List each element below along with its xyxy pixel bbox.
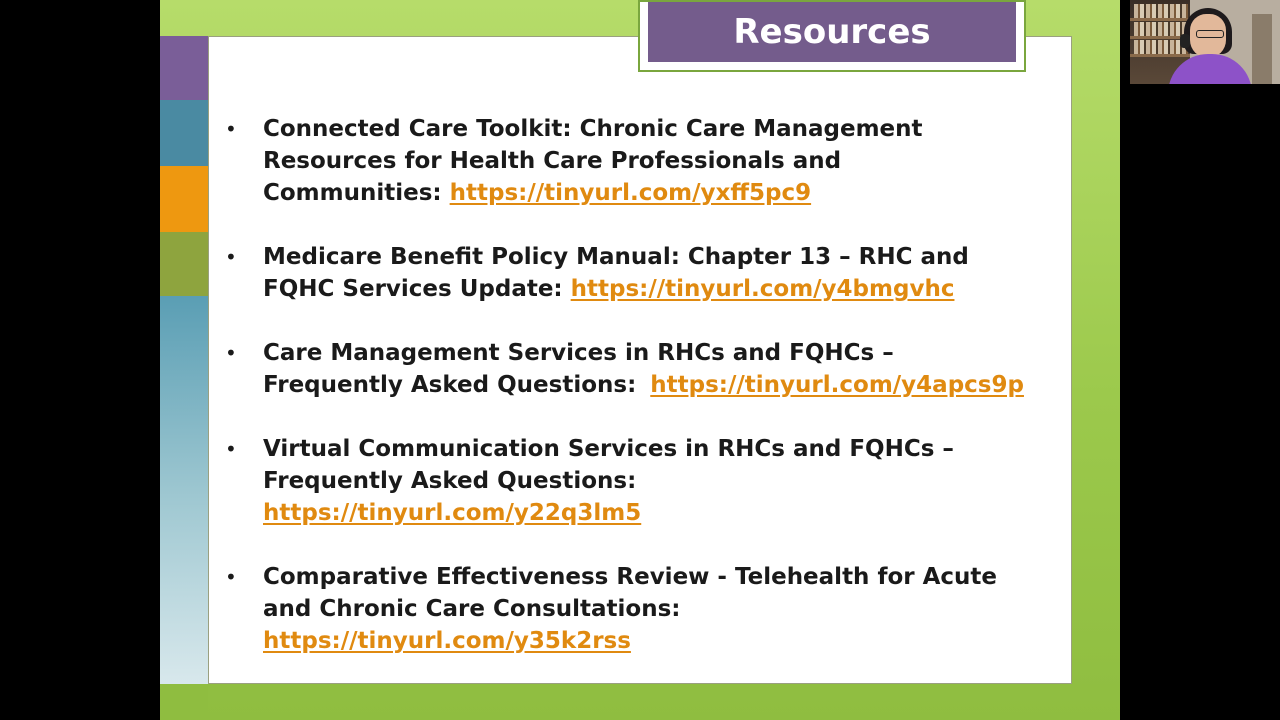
resource-link[interactable]: https://tinyurl.com/y35k2rss	[263, 628, 631, 654]
accent-stripe-gradient	[160, 296, 208, 684]
bookshelf-books	[1134, 4, 1188, 18]
resource-text: Connected Care Toolkit: Chronic Care Management Resources for Health Care Professionals and Communities:	[263, 116, 923, 206]
accent-stripe-orange	[160, 166, 208, 232]
bullet-icon: •	[225, 341, 237, 365]
resource-item	[225, 337, 1025, 401]
accent-stripe-purple	[160, 36, 208, 100]
resource-link[interactable]: https://tinyurl.com/y22q3lm5	[263, 500, 642, 526]
door	[1252, 14, 1272, 84]
resource-link[interactable]: https://tinyurl.com/yxff5pc9	[449, 180, 812, 206]
accent-stripe-green	[160, 684, 208, 720]
resource-item	[225, 241, 1025, 305]
resource-text: Care Management Services in RHCs and FQHCs – Frequently Asked Questions:	[263, 340, 894, 398]
accent-stripe-olive	[160, 232, 208, 296]
presenter-glasses	[1196, 30, 1224, 38]
resource-text: Comparative Effectiveness Review - Telehealth for Acute and Chronic Care Consultations:	[263, 564, 998, 622]
resource-text: Medicare Benefit Policy Manual: Chapter 13 – RHC and FQHC Services Update:	[263, 244, 969, 302]
slide-title-frame	[638, 0, 1026, 72]
bullet-icon: •	[225, 437, 237, 461]
resource-list	[225, 113, 1025, 689]
slide-content-panel	[208, 36, 1072, 684]
resource-link[interactable]: https://tinyurl.com/y4apcs9p	[650, 372, 1024, 398]
bullet-icon: •	[225, 117, 237, 141]
bookshelf-shelf	[1130, 18, 1190, 21]
bookshelf-shelf	[1130, 54, 1190, 57]
participant-video-icon[interactable]	[1130, 0, 1280, 84]
bullet-icon: •	[225, 245, 237, 269]
resource-item	[225, 113, 1025, 209]
slide-title: Resources	[648, 2, 1016, 62]
resource-text: Virtual Communication Services in RHCs and FQHCs – Frequently Asked Questions:	[263, 436, 954, 494]
bullet-icon: •	[225, 565, 237, 589]
slide	[160, 0, 1120, 720]
bookshelf-books	[1134, 22, 1188, 36]
resource-item	[225, 561, 1025, 657]
resource-item	[225, 433, 1025, 529]
resource-link[interactable]: https://tinyurl.com/y4bmgvhc	[570, 276, 955, 302]
accent-stripe-teal	[160, 100, 208, 166]
headset-icon	[1180, 34, 1190, 48]
